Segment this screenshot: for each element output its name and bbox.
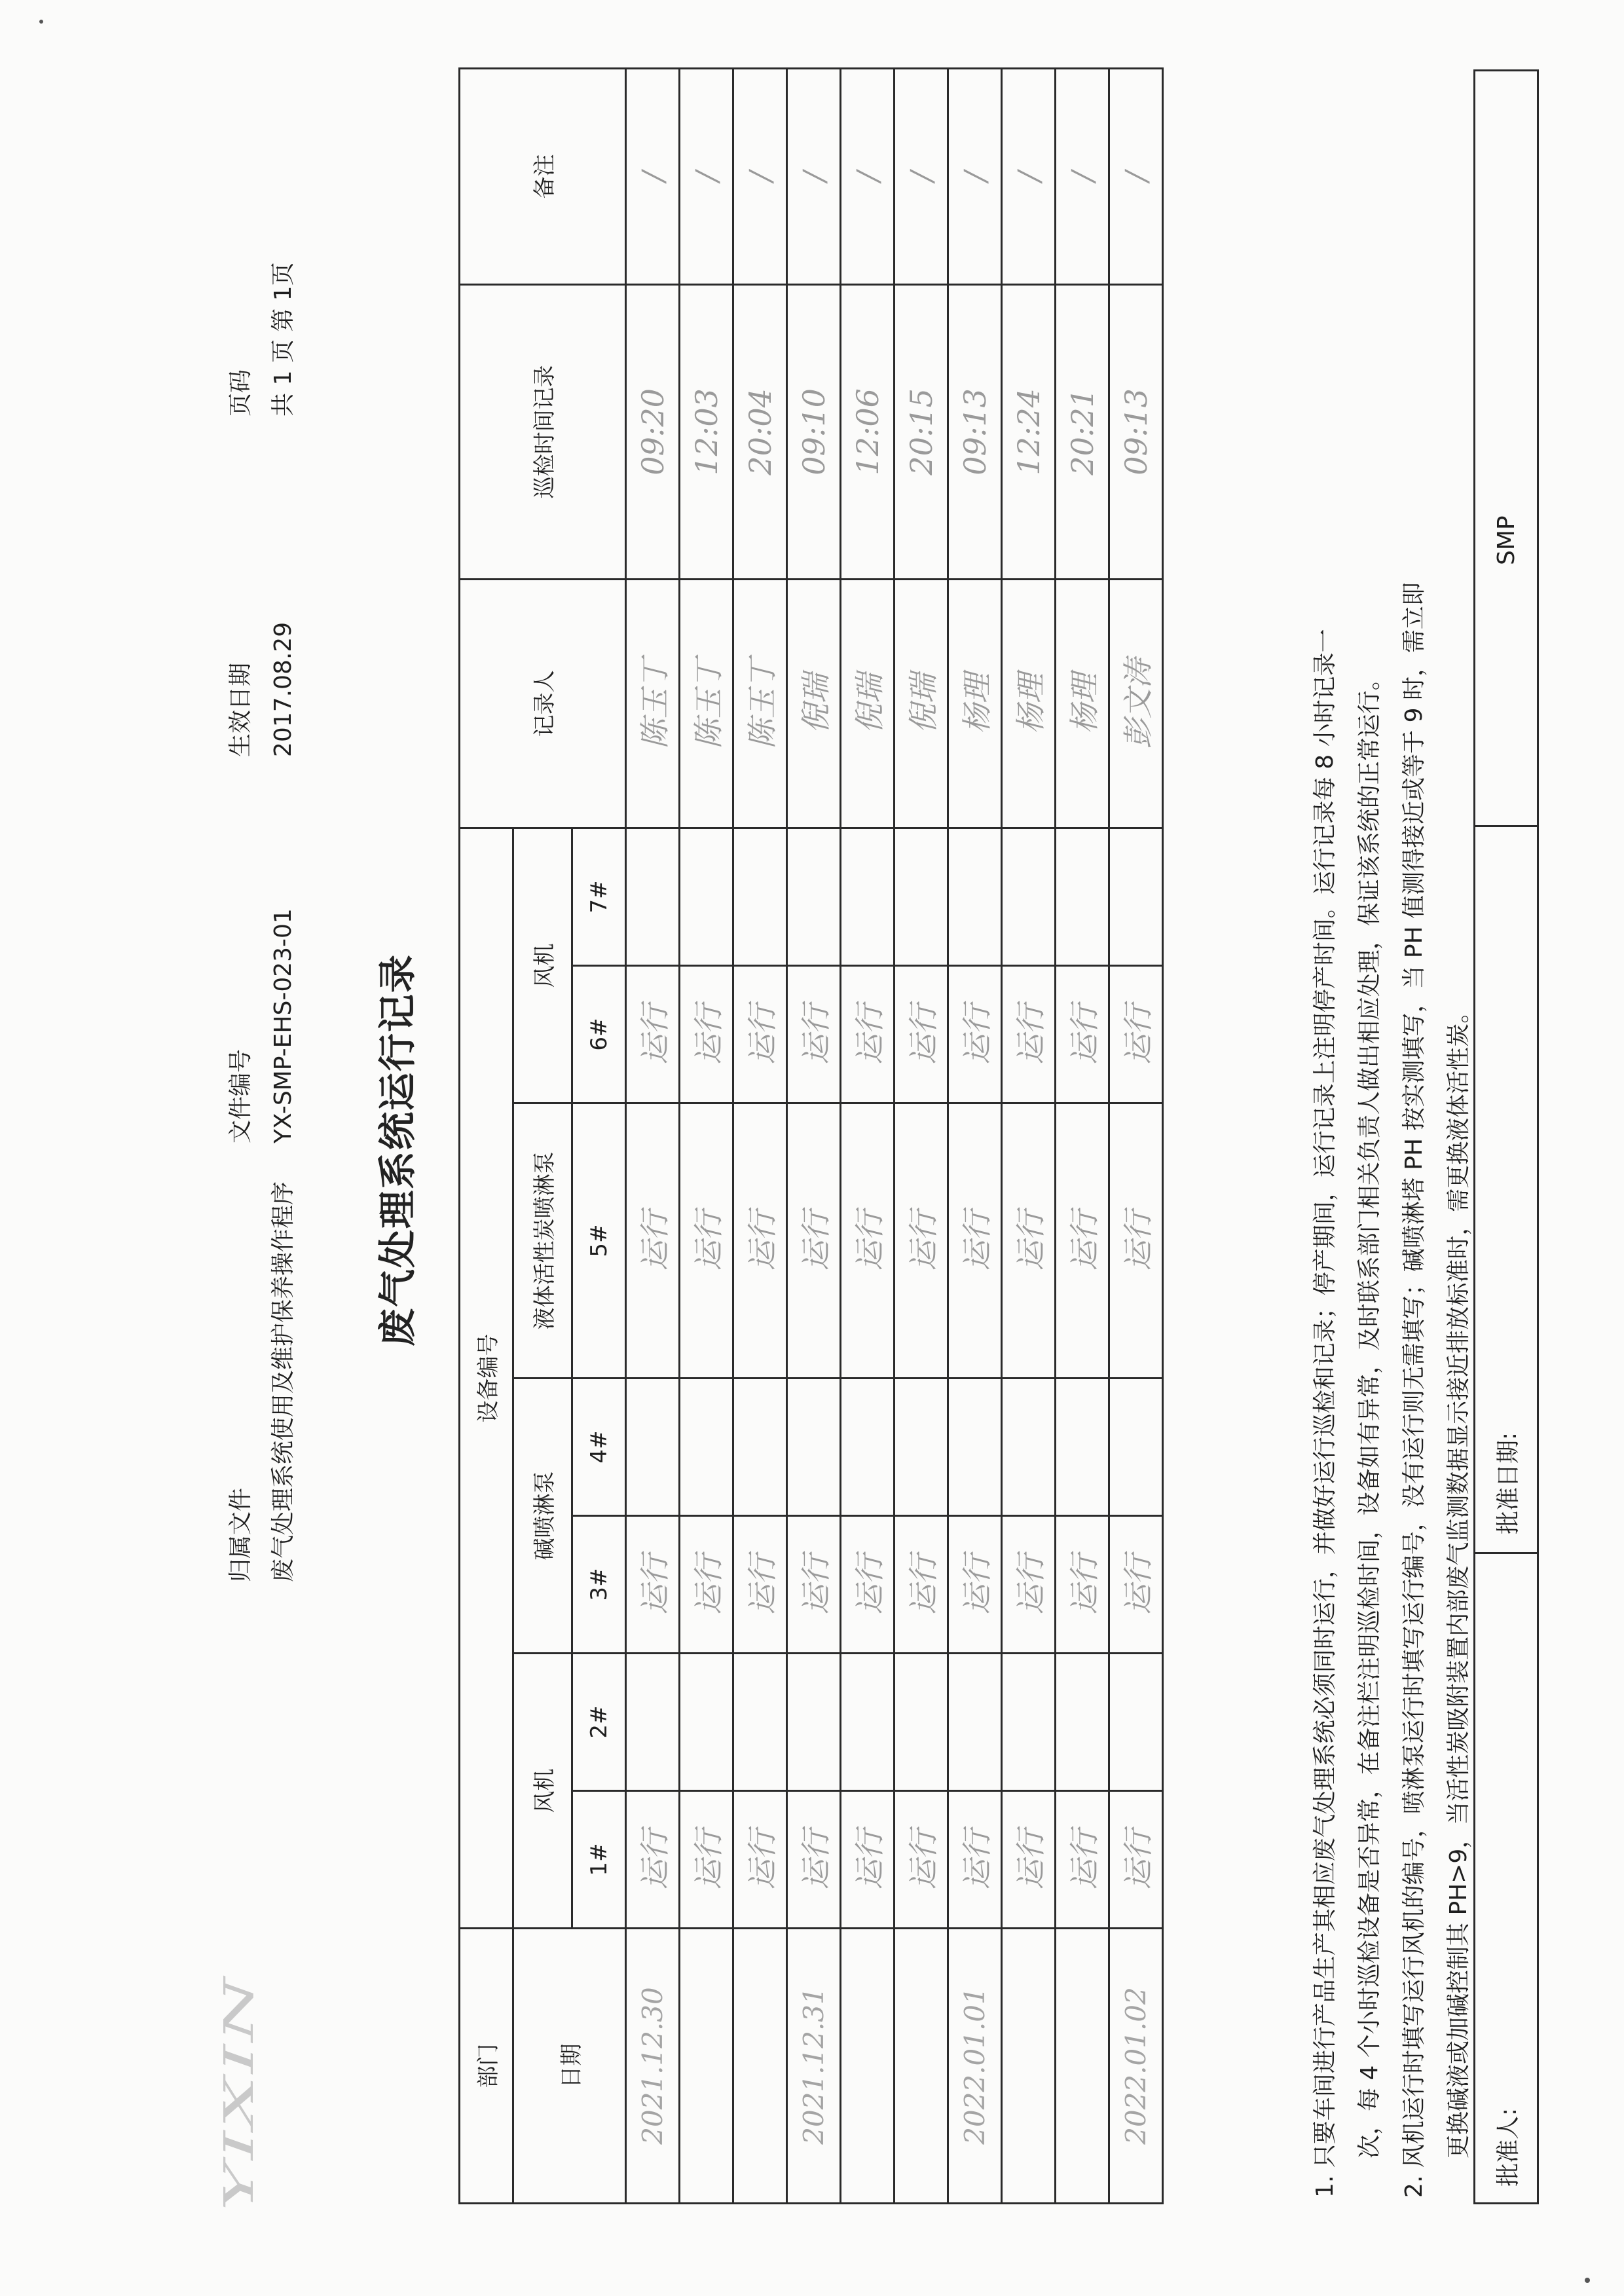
- fan-2-cell: [1056, 1654, 1109, 1791]
- pump-4-cell: [1002, 1379, 1056, 1516]
- pump-5-cell: 运行: [948, 1103, 1002, 1379]
- time-cell: 09:10: [787, 284, 841, 579]
- time-cell: 09:13: [1109, 284, 1163, 579]
- table-row: [895, 68, 948, 2203]
- docno-value: YX-SMP-EHS-023-01: [270, 908, 297, 1143]
- scan-speck: [39, 20, 43, 24]
- pump-3-cell: 运行: [948, 1516, 1002, 1654]
- fan-1-cell: 运行: [1002, 1791, 1056, 1929]
- belong-label: 归属文件: [227, 1487, 254, 1582]
- fan-1-cell: 运行: [1109, 1791, 1163, 1929]
- fan-2-cell: [841, 1654, 895, 1791]
- time-cell: 20:15: [895, 284, 948, 579]
- pump-3-cell: 运行: [1056, 1516, 1109, 1654]
- pump-5-cell: 运行: [841, 1103, 895, 1379]
- fan-1-cell: 运行: [948, 1791, 1002, 1929]
- pump-3-cell: 运行: [680, 1516, 733, 1654]
- fan-6-cell: 运行: [733, 966, 787, 1103]
- fan-6-cell: 运行: [680, 966, 733, 1103]
- page-label: 页码: [227, 369, 254, 417]
- pump-3-cell: 运行: [1002, 1516, 1056, 1654]
- alkali-pump-label-cell: 碱喷淋泵: [513, 1379, 572, 1654]
- fan-2-cell: [895, 1654, 948, 1791]
- fan-7-cell: [1109, 828, 1163, 965]
- pump-4-cell: [1109, 1379, 1163, 1516]
- fan-6-cell: 运行: [1002, 966, 1056, 1103]
- pump-3-cell: 运行: [841, 1516, 895, 1654]
- time-cell: 09:20: [626, 284, 680, 579]
- smp-label: SMP: [1492, 515, 1520, 565]
- equip-label-cell: 设备编号: [460, 828, 513, 1928]
- remark-cell: /: [680, 68, 733, 284]
- scan-speck: [1585, 2278, 1590, 2283]
- pump-4-cell: [841, 1379, 895, 1516]
- page-value: 共 1 页 第 1页: [270, 262, 297, 417]
- pump-4-cell: [626, 1379, 680, 1516]
- pump-5-cell: 运行: [626, 1103, 680, 1379]
- remark-cell: /: [841, 68, 895, 284]
- dept-label-cell: 部门: [460, 1929, 513, 2204]
- table-row: [841, 68, 895, 2203]
- fan-6-cell: 运行: [787, 966, 841, 1103]
- remark-cell: /: [1109, 68, 1163, 284]
- table-row: [626, 68, 680, 2203]
- time-label-cell: 巡检时间记录: [460, 284, 626, 579]
- pump-5-cell: 运行: [1109, 1103, 1163, 1379]
- table-row: [1002, 68, 1056, 2203]
- pump-5-cell: 运行: [787, 1103, 841, 1379]
- table-body: [626, 68, 1163, 2203]
- pump-4-cell: [895, 1379, 948, 1516]
- carbon-pump-label-cell: 液体活性炭喷淋泵: [513, 1103, 572, 1379]
- fan-6-cell: 运行: [948, 966, 1002, 1103]
- remark-cell: /: [1002, 68, 1056, 284]
- pump-3-cell: 运行: [787, 1516, 841, 1654]
- fan-2-cell: [1002, 1654, 1056, 1791]
- pump-5-cell: 运行: [1002, 1103, 1056, 1379]
- pump-5-cell: 运行: [895, 1103, 948, 1379]
- fan-6-cell: 运行: [626, 966, 680, 1103]
- fan-7-cell: [948, 828, 1002, 965]
- belong-value: 废气处理系统使用及维护保养操作程序: [270, 1181, 297, 1582]
- remark-cell: /: [787, 68, 841, 284]
- fan-7-cell: [895, 828, 948, 965]
- note-line-3: 2. 风机运行时填写运行风机的编号，喷淋泵运行时填写运行编号，没有运行则无需填写；碱喷淋塔 PH 按实测填写，当 PH 值测得接近或等于 9 时，需立即: [1401, 582, 1428, 2198]
- time-cell: 20:21: [1056, 284, 1109, 579]
- fan-a-label-cell: 风机: [513, 1654, 572, 1929]
- approver-label: 批准人:: [1494, 2107, 1522, 2187]
- fan-1-cell: 运行: [787, 1791, 841, 1929]
- recorder-cell: 杨理: [1056, 579, 1109, 828]
- recorder-cell: 陈玉丁: [680, 579, 733, 828]
- date-cell: 2022.01.01: [948, 1929, 1002, 2204]
- pump-5-cell: 运行: [1056, 1103, 1109, 1379]
- table-row: [733, 68, 787, 2203]
- col-label-1: 1#: [572, 1791, 626, 1929]
- col-label-3: 3#: [572, 1516, 626, 1654]
- pump-3-cell: 运行: [895, 1516, 948, 1654]
- date-cell: 2021.12.30: [626, 1929, 680, 2204]
- operation-record-table: [458, 67, 1164, 2204]
- approval-box: [1473, 69, 1539, 2204]
- remark-cell: /: [895, 68, 948, 284]
- approval-divider: [1475, 825, 1537, 827]
- date-cell: 2022.01.02: [1109, 1929, 1163, 2204]
- fan-2-cell: [733, 1654, 787, 1791]
- fan-7-cell: [841, 828, 895, 965]
- remark-cell: /: [626, 68, 680, 284]
- pump-5-cell: 运行: [680, 1103, 733, 1379]
- date-cell: [1056, 1929, 1109, 2204]
- remark-cell: /: [948, 68, 1002, 284]
- col-label-2: 2#: [572, 1654, 626, 1791]
- effective-date-label: 生效日期: [227, 662, 254, 757]
- note-line-4: 更换碱液或加碱控制其 PH>9，当活性炭吸附装置内部废气监测数据显示接近排放标准时，需更换液体活性炭。: [1445, 999, 1472, 2158]
- col-label-6: 6#: [572, 966, 626, 1103]
- pump-3-cell: 运行: [626, 1516, 680, 1654]
- table-row: [787, 68, 841, 2203]
- fan-2-cell: [680, 1654, 733, 1791]
- remark-cell: /: [733, 68, 787, 284]
- table-row: [1109, 68, 1163, 2203]
- fan-7-cell: [787, 828, 841, 965]
- recorder-cell: 彭文涛: [1109, 579, 1163, 828]
- page-title: 废气处理系统运行记录: [375, 953, 420, 1346]
- fan-7-cell: [1056, 828, 1109, 965]
- date-label-cell: 日期: [513, 1929, 626, 2204]
- recorder-cell: 倪瑞: [841, 579, 895, 828]
- fan-b-label-cell: 风机: [513, 828, 572, 1103]
- date-cell: [680, 1929, 733, 2204]
- date-cell: 2021.12.31: [787, 1929, 841, 2204]
- pump-5-cell: 运行: [733, 1103, 787, 1379]
- note-line-1: 1. 只要车间进行产品生产其相应废气处理系统必须同时运行，并做好运行巡检和记录；停产期间，运行记录上注明停产时间。运行记录每 8 小时记录一: [1312, 629, 1338, 2198]
- pump-3-cell: 运行: [733, 1516, 787, 1654]
- date-cell: [733, 1929, 787, 2204]
- fan-6-cell: 运行: [1056, 966, 1109, 1103]
- fan-7-cell: [680, 828, 733, 965]
- fan-1-cell: 运行: [626, 1791, 680, 1929]
- approval-divider: [1475, 1552, 1537, 1554]
- time-cell: 12:03: [680, 284, 733, 579]
- col-label-5: 5#: [572, 1103, 626, 1379]
- pump-4-cell: [733, 1379, 787, 1516]
- table-row: [948, 68, 1002, 2203]
- time-cell: 20:04: [733, 284, 787, 579]
- company-logo: YIXIN: [215, 1974, 263, 2211]
- fan-2-cell: [1109, 1654, 1163, 1791]
- table-row: [1056, 68, 1109, 2203]
- remark-cell: /: [1056, 68, 1109, 284]
- recorder-cell: 倪瑞: [787, 579, 841, 828]
- recorder-label-cell: 记录人: [460, 579, 626, 828]
- pump-4-cell: [1056, 1379, 1109, 1516]
- fan-1-cell: 运行: [733, 1791, 787, 1929]
- date-cell: [895, 1929, 948, 2204]
- fan-7-cell: [733, 828, 787, 965]
- table-row: [680, 68, 733, 2203]
- pump-3-cell: 运行: [1109, 1516, 1163, 1654]
- recorder-cell: 陈玉丁: [733, 579, 787, 828]
- fan-7-cell: [626, 828, 680, 965]
- fan-6-cell: 运行: [841, 966, 895, 1103]
- docno-label: 文件编号: [227, 1048, 254, 1143]
- recorder-cell: 倪瑞: [895, 579, 948, 828]
- recorder-cell: 陈玉丁: [626, 579, 680, 828]
- date-cell: [1002, 1929, 1056, 2204]
- time-cell: 12:24: [1002, 284, 1056, 579]
- recorder-cell: 杨理: [1002, 579, 1056, 828]
- fan-7-cell: [1002, 828, 1056, 965]
- time-cell: 12:06: [841, 284, 895, 579]
- fan-1-cell: 运行: [680, 1791, 733, 1929]
- remark-label-cell: 备注: [460, 68, 626, 284]
- pump-4-cell: [787, 1379, 841, 1516]
- fan-1-cell: 运行: [841, 1791, 895, 1929]
- fan-2-cell: [787, 1654, 841, 1791]
- approve-date-label: 批准日期:: [1494, 1432, 1522, 1534]
- effective-date-value: 2017.08.29: [270, 621, 297, 757]
- fan-6-cell: 运行: [895, 966, 948, 1103]
- fan-2-cell: [948, 1654, 1002, 1791]
- time-cell: 09:13: [948, 284, 1002, 579]
- pump-4-cell: [948, 1379, 1002, 1516]
- col-label-7: 7#: [572, 828, 626, 965]
- fan-6-cell: 运行: [1109, 966, 1163, 1103]
- recorder-cell: 杨理: [948, 579, 1002, 828]
- date-cell: [841, 1929, 895, 2204]
- fan-1-cell: 运行: [1056, 1791, 1109, 1929]
- fan-1-cell: 运行: [895, 1791, 948, 1929]
- fan-2-cell: [626, 1654, 680, 1791]
- note-line-2: 次，每 4 个小时巡检设备是否异常，在备注栏注明巡检时间，设备如有异常，及时联系部门相关负责人做出相应处理，保证该系统的正常运行。: [1356, 667, 1383, 2158]
- col-label-4: 4#: [572, 1379, 626, 1516]
- table-header-row: [460, 68, 513, 2203]
- pump-4-cell: [680, 1379, 733, 1516]
